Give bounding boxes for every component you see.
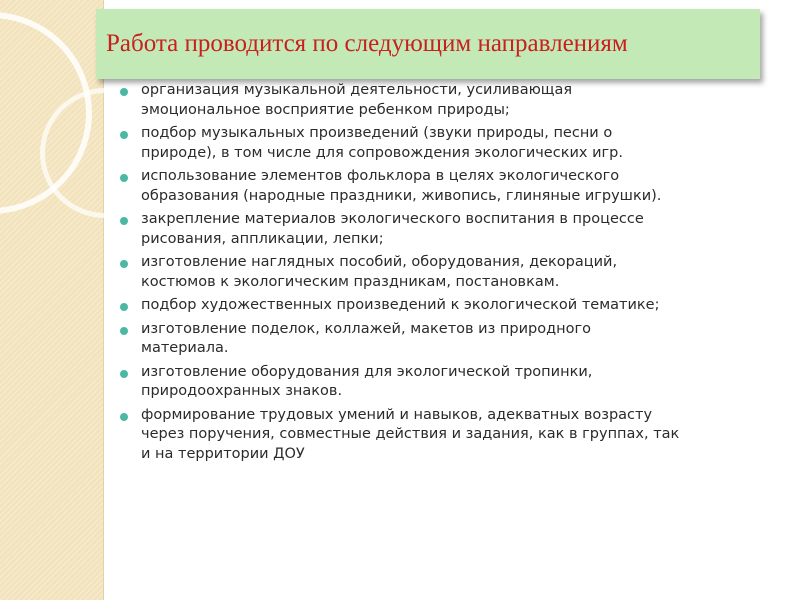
list-item-text: закрепление материалов экологического воспитания в процессе рисования, аппликации, лепки; xyxy=(141,211,644,247)
list-item-text: изготовление оборудования для экологической тропинки, природоохранных знаков. xyxy=(141,363,593,399)
title-box xyxy=(96,9,760,79)
bullet-dot-icon xyxy=(120,174,128,182)
list-item xyxy=(120,406,770,465)
list-item xyxy=(120,124,770,163)
bullet-dot-icon xyxy=(120,327,128,335)
list-item xyxy=(120,363,770,402)
list-item-text: изготовление поделок, коллажей, макетов из природного материала. xyxy=(141,320,591,356)
decorative-side-panel xyxy=(0,0,104,600)
bullet-dot-icon xyxy=(120,413,128,421)
list-item-text: изготовление наглядных пособий, оборудования, декораций, костюмов к экологическим праздникам, постановкам. xyxy=(141,254,618,290)
bullet-dot-icon xyxy=(120,217,128,225)
list-item xyxy=(120,210,770,249)
bullet-dot-icon xyxy=(120,131,128,139)
bullet-dot-icon xyxy=(120,370,128,378)
bullet-dot-icon xyxy=(120,88,128,96)
list-item xyxy=(120,81,770,120)
bullet-dot-icon xyxy=(120,260,128,268)
list-item-text: использование элементов фольклора в целях экологического образования (народные праздники, живопись, глиняные игрушки). xyxy=(141,168,662,204)
slide-title: Работа проводится по следующим направлениям xyxy=(106,30,628,57)
bullet-list xyxy=(120,81,770,468)
list-item-text: организация музыкальной деятельности, усиливающая эмоциональное восприятие ребенком природы; xyxy=(141,82,573,118)
list-item xyxy=(120,167,770,206)
list-item-text: подбор музыкальных произведений (звуки природы, песни о природе), в том числе для сопровождения экологических игр. xyxy=(141,125,623,161)
list-item xyxy=(120,296,770,316)
list-item xyxy=(120,320,770,359)
list-item-text: формирование трудовых умений и навыков, адекватных возрасту через поручения, совместные действия и задания, как в группах, так и на территории ДОУ xyxy=(141,406,680,462)
list-item-text: подбор художественных произведений к экологической тематике; xyxy=(141,297,660,313)
list-item xyxy=(120,253,770,292)
bullet-dot-icon xyxy=(120,303,128,311)
